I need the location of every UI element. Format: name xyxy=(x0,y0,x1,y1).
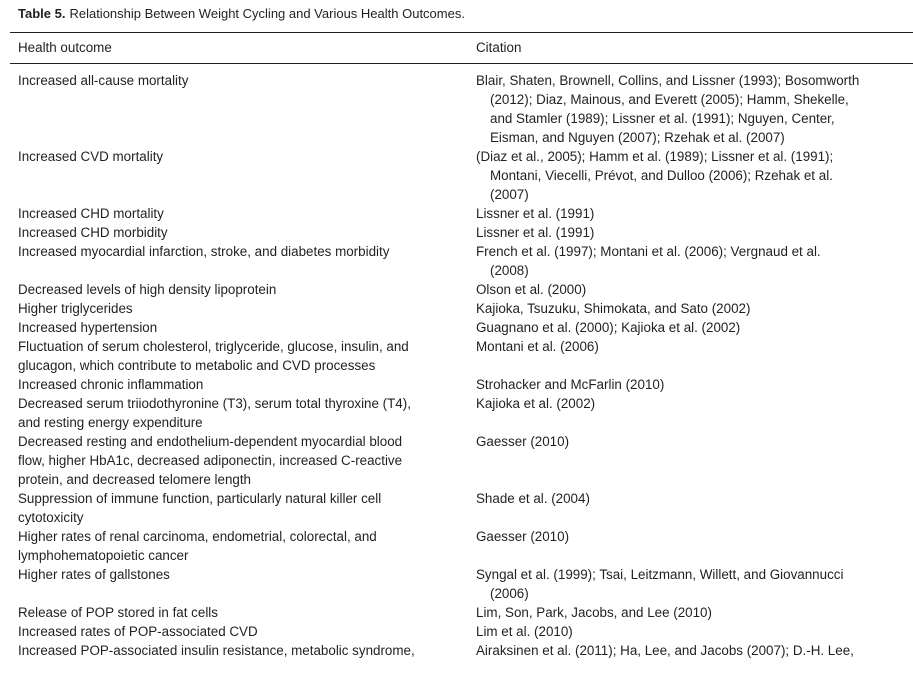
health-outcome-cell-line: Higher rates of renal carcinoma, endometrial, colorectal, and xyxy=(18,529,377,544)
health-outcome-cell-line: Decreased resting and endothelium-dependent myocardial blood xyxy=(18,434,403,449)
table-row xyxy=(0,337,913,375)
citation-cell-line: French et al. (1997); Montani et al. (2006); Vergnaud et al. xyxy=(476,244,821,259)
citation-cell-line: Montani et al. (2006) xyxy=(476,339,599,354)
citation-cell-line: (Diaz et al., 2005); Hamm et al. (1989); Lissner et al. (1991); xyxy=(476,149,834,164)
citation-cell-line: Airaksinen et al. (2011); Ha, Lee, and Jacobs (2007); D.-H. Lee, xyxy=(476,643,854,658)
health-outcome-cell xyxy=(0,299,476,318)
citation-cell xyxy=(476,641,913,660)
table-title: Relationship Between Weight Cycling and Various Health Outcomes. xyxy=(69,6,465,21)
table-row xyxy=(0,147,913,204)
table-row xyxy=(0,489,913,527)
health-outcome-cell xyxy=(0,641,476,660)
citation-cell xyxy=(476,299,913,318)
citation-cell xyxy=(476,204,913,223)
table-row xyxy=(0,641,913,660)
health-outcome-cell xyxy=(0,489,476,527)
health-outcome-cell xyxy=(0,565,476,603)
citation-cell-line: Lissner et al. (1991) xyxy=(476,225,595,240)
health-outcome-cell-line: Higher triglycerides xyxy=(18,301,133,316)
citation-cell-line: Gaesser (2010) xyxy=(476,529,570,544)
citation-cell xyxy=(476,375,913,394)
citation-cell-line: Montani, Viecelli, Prévot, and Dulloo (2006); Rzehak et al. xyxy=(490,168,833,183)
table-row xyxy=(0,71,913,147)
citation-cell-line: Eisman, and Nguyen (2007); Rzehak et al. (2007) xyxy=(490,130,785,145)
citation-cell xyxy=(476,432,913,489)
health-outcome-cell-line: Increased rates of POP-associated CVD xyxy=(18,624,258,639)
top-rule xyxy=(10,32,913,33)
citation-cell xyxy=(476,71,913,147)
health-outcome-cell xyxy=(0,71,476,147)
health-outcome-cell-line: cytotoxicity xyxy=(18,510,84,525)
citation-cell xyxy=(476,280,913,299)
health-outcome-cell xyxy=(0,337,476,375)
health-outcome-cell-line: protein, and decreased telomere length xyxy=(18,472,252,487)
table-body xyxy=(0,71,913,660)
health-outcome-cell-line: glucagon, which contribute to metabolic and CVD processes xyxy=(18,358,376,373)
health-outcome-cell-line: and resting energy expenditure xyxy=(18,415,203,430)
health-outcome-cell xyxy=(0,147,476,204)
table-row xyxy=(0,527,913,565)
citation-cell xyxy=(476,489,913,527)
health-outcome-cell-line: Higher rates of gallstones xyxy=(18,567,170,582)
citation-cell xyxy=(476,527,913,565)
column-header-health-outcome: Health outcome xyxy=(18,40,112,55)
health-outcome-cell xyxy=(0,204,476,223)
table-row xyxy=(0,223,913,242)
health-outcome-cell-line: Increased all-cause mortality xyxy=(18,73,189,88)
citation-cell xyxy=(476,603,913,622)
citation-cell xyxy=(476,565,913,603)
table-row xyxy=(0,432,913,489)
citation-cell-line: Guagnano et al. (2000); Kajioka et al. (2002) xyxy=(476,320,741,335)
health-outcome-cell-line: Decreased levels of high density lipoprotein xyxy=(18,282,277,297)
table-row xyxy=(0,204,913,223)
citation-cell xyxy=(476,147,913,204)
citation-cell-line: (2007) xyxy=(490,187,529,202)
column-header-citation: Citation xyxy=(476,40,522,55)
citation-cell-line: Gaesser (2010) xyxy=(476,434,570,449)
citation-cell xyxy=(476,337,913,375)
header-rule xyxy=(10,63,913,64)
citation-cell-line: and Stamler (1989); Lissner et al. (1991); Nguyen, Center, xyxy=(490,111,835,126)
health-outcome-cell xyxy=(0,394,476,432)
table-row xyxy=(0,565,913,603)
citation-cell-line: Lissner et al. (1991) xyxy=(476,206,595,221)
citation-cell-line: (2006) xyxy=(490,586,529,601)
table-row xyxy=(0,603,913,622)
citation-cell-line: (2012); Diaz, Mainous, and Everett (2005); Hamm, Shekelle, xyxy=(490,92,849,107)
health-outcome-cell-line: Increased chronic inflammation xyxy=(18,377,204,392)
citation-cell xyxy=(476,622,913,641)
citation-cell xyxy=(476,223,913,242)
health-outcome-cell-line: flow, higher HbA1c, decreased adiponectin, increased C-reactive xyxy=(18,453,403,468)
citation-cell-line: Syngal et al. (1999); Tsai, Leitzmann, Willett, and Giovannucci xyxy=(476,567,844,582)
health-outcome-cell xyxy=(0,527,476,565)
table-row xyxy=(0,622,913,641)
health-outcome-cell-line: Increased hypertension xyxy=(18,320,158,335)
table-row xyxy=(0,299,913,318)
citation-cell-line: Strohacker and McFarlin (2010) xyxy=(476,377,665,392)
health-outcome-cell xyxy=(0,375,476,394)
health-outcome-cell xyxy=(0,432,476,489)
health-outcome-cell-line: Release of POP stored in fat cells xyxy=(18,605,218,620)
citation-cell xyxy=(476,394,913,432)
citation-cell-line: Olson et al. (2000) xyxy=(476,282,587,297)
health-outcome-cell xyxy=(0,223,476,242)
table-row xyxy=(0,375,913,394)
table-row xyxy=(0,280,913,299)
health-outcome-cell xyxy=(0,280,476,299)
citation-cell xyxy=(476,242,913,280)
citation-cell-line: Lim, Son, Park, Jacobs, and Lee (2010) xyxy=(476,605,712,620)
health-outcome-cell xyxy=(0,242,476,280)
health-outcome-cell xyxy=(0,603,476,622)
health-outcome-cell-line: Increased myocardial infarction, stroke, and diabetes morbidity xyxy=(18,244,390,259)
health-outcome-cell-line: Suppression of immune function, particularly natural killer cell xyxy=(18,491,382,506)
citation-cell-line: Blair, Shaten, Brownell, Collins, and Lissner (1993); Bosomworth xyxy=(476,73,860,88)
health-outcome-cell-line: Increased CHD mortality xyxy=(18,206,164,221)
citation-cell xyxy=(476,318,913,337)
health-outcome-cell-line: lymphohematopoietic cancer xyxy=(18,548,189,563)
citation-cell-line: (2008) xyxy=(490,263,529,278)
table-row xyxy=(0,242,913,280)
health-outcome-cell-line: Increased CHD morbidity xyxy=(18,225,168,240)
table-caption xyxy=(18,6,465,21)
health-outcome-cell-line: Decreased serum triiodothyronine (T3), serum total thyroxine (T4), xyxy=(18,396,411,411)
table-row xyxy=(0,394,913,432)
citation-cell-line: Kajioka et al. (2002) xyxy=(476,396,596,411)
health-outcome-cell-line: Fluctuation of serum cholesterol, triglyceride, glucose, insulin, and xyxy=(18,339,409,354)
health-outcome-cell-line: Increased CVD mortality xyxy=(18,149,164,164)
citation-cell-line: Kajioka, Tsuzuku, Shimokata, and Sato (2002) xyxy=(476,301,751,316)
citation-cell-line: Shade et al. (2004) xyxy=(476,491,590,506)
table-row xyxy=(0,318,913,337)
table-label: Table 5. xyxy=(18,6,66,21)
health-outcome-cell-line: Increased POP-associated insulin resistance, metabolic syndrome, xyxy=(18,643,415,658)
health-outcome-cell xyxy=(0,318,476,337)
citation-cell-line: Lim et al. (2010) xyxy=(476,624,573,639)
health-outcome-cell xyxy=(0,622,476,641)
